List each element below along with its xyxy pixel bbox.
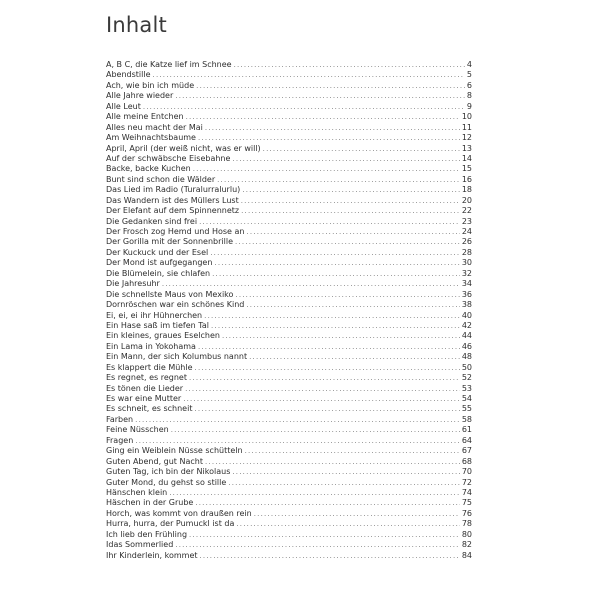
toc-entry-page-number: 15 [461, 164, 472, 174]
toc-entry [106, 248, 472, 258]
dot-leader [246, 300, 459, 310]
dot-leader [198, 133, 460, 143]
dot-leader [212, 269, 460, 279]
dot-leader [235, 237, 460, 247]
toc-entry-title: Der Mond ist aufgegangen [106, 258, 213, 268]
dot-leader [153, 70, 465, 80]
toc-entry-page-number: 9 [466, 101, 472, 111]
toc-entry [106, 237, 472, 247]
dot-leader [183, 394, 460, 404]
toc-entry [106, 269, 472, 279]
toc-entry-page-number: 42 [461, 320, 472, 330]
toc-entry [106, 81, 472, 91]
dot-leader [241, 206, 460, 216]
toc-entry-page-number: 32 [461, 268, 472, 278]
toc-entry [106, 154, 472, 164]
toc-entry [106, 206, 472, 216]
toc-entry-title: Ein Lama in Yokohama [106, 341, 196, 351]
toc-entry-title: Guten Abend, gut Nacht [106, 456, 203, 466]
toc-entry [106, 519, 472, 529]
toc-entry-page-number: 23 [461, 216, 472, 226]
toc-entry-title: Die Gedanken sind frei [106, 216, 198, 226]
toc-entry-title: Die Blümelein, sie chlafen [106, 268, 211, 278]
toc-entry-title: Dornröschen war ein schönes Kind [106, 300, 245, 310]
dot-leader [214, 258, 459, 268]
dot-leader [193, 164, 460, 174]
toc-entry-title: Backe, backe Kuchen [106, 164, 191, 174]
toc-entry-title: Ihr Kinderlein, kommet [106, 550, 198, 560]
dot-leader [135, 415, 460, 425]
toc-entry-page-number: 40 [461, 310, 472, 320]
toc-entry [106, 311, 472, 321]
toc-entry-page-number: 22 [461, 206, 472, 216]
toc-entry [106, 530, 472, 540]
toc-entry-title: Ein Mann, der sich Kolumbus nannt [106, 352, 248, 362]
toc-entry [106, 331, 472, 341]
toc-entry-page-number: 70 [461, 467, 472, 477]
dot-leader [189, 373, 460, 383]
dot-leader [200, 551, 460, 561]
toc-entry-title: Hänschen klein [106, 487, 168, 497]
toc-entry-page-number: 76 [461, 508, 472, 518]
toc-entry [106, 279, 472, 289]
toc-entry-page-number: 82 [461, 540, 472, 550]
toc-entry [106, 258, 472, 268]
dot-leader [242, 185, 460, 195]
toc-entry-page-number: 16 [461, 174, 472, 184]
toc-entry-page-number: 28 [461, 247, 472, 257]
toc-entry [106, 133, 472, 143]
toc-entry-title: Häschen in der Grube [106, 498, 194, 508]
toc-entry-title: Das Lied im Radio (Turalurralurlu) [106, 185, 241, 195]
toc-entry [106, 112, 472, 122]
toc-entry-title: Es regnet, es regnet [106, 373, 187, 383]
toc-entry-page-number: 20 [461, 195, 472, 205]
toc-entry-title: Guten Tag, ich bin der Nikolaus [106, 467, 231, 477]
toc-entry-title: Fragen [106, 435, 134, 445]
toc-entry-page-number: 75 [461, 498, 472, 508]
dot-leader [189, 530, 460, 540]
toc-list [106, 60, 472, 561]
toc-entry [106, 70, 472, 80]
toc-entry-title: Der Frosch zog Hemd und Hose an [106, 227, 245, 236]
toc-entry-page-number: 61 [461, 425, 472, 435]
dot-leader [195, 363, 460, 373]
toc-entry [106, 227, 472, 237]
toc-entry [106, 540, 472, 550]
toc-entry-title: Alles neu macht der Mai [106, 122, 203, 132]
toc-entry-title: Farben [106, 414, 134, 424]
page-title: Inhalt [106, 13, 167, 37]
toc-entry [106, 300, 472, 310]
toc-entry-title: Der Elefant auf dem Spinnennetz [106, 206, 240, 216]
toc-entry-title: Es klappert die Mühle [106, 362, 193, 372]
dot-leader [186, 112, 460, 122]
toc-entry-page-number: 8 [466, 91, 472, 101]
toc-entry [106, 415, 472, 425]
toc-entry-title: Ging ein Weiblein Nüsse schütteln [106, 446, 243, 456]
dot-leader [210, 248, 460, 258]
dot-leader [222, 331, 460, 341]
toc-entry-page-number: 84 [461, 550, 472, 560]
dot-leader [241, 196, 460, 206]
dot-leader [234, 60, 465, 70]
toc-entry [106, 60, 472, 70]
toc-entry [106, 436, 472, 446]
toc-entry-page-number: 64 [461, 435, 472, 445]
dot-leader [199, 217, 460, 227]
toc-entry-title: Idas Sommerlied [106, 540, 174, 550]
toc-entry [106, 175, 472, 185]
toc-entry-page-number: 11 [461, 122, 472, 132]
toc-entry-title: Die schnellste Maus von Mexiko [106, 289, 234, 299]
toc-entry [106, 217, 472, 227]
dot-leader [246, 227, 459, 237]
toc-entry-title: Ein Hase saß im tiefen Tal [106, 320, 209, 330]
dot-leader [195, 498, 459, 508]
toc-entry-title: Die Jahresuhr [106, 279, 160, 289]
toc-entry-page-number: 72 [461, 477, 472, 487]
toc-entry-title: Ach, wie bin ich müde [106, 80, 195, 90]
toc-entry-page-number: 67 [461, 446, 472, 456]
dot-leader [171, 425, 460, 435]
toc-entry [106, 363, 472, 373]
toc-entry-title: Das Wandern ist des Müllers Lust [106, 195, 239, 205]
toc-entry-page-number: 24 [461, 227, 472, 236]
dot-leader [169, 488, 460, 498]
dot-leader [263, 144, 460, 154]
toc-entry [106, 467, 472, 477]
toc-entry [106, 91, 472, 101]
toc-entry [106, 196, 472, 206]
toc-entry-title: Auf der schwäbsche Eisebahne [106, 153, 231, 163]
toc-entry [106, 352, 472, 362]
dot-leader [236, 519, 459, 529]
dot-leader [194, 404, 459, 414]
dot-leader [232, 154, 459, 164]
toc-entry [106, 342, 472, 352]
toc-entry [106, 321, 472, 331]
toc-entry [106, 551, 472, 561]
toc-entry-page-number: 10 [461, 112, 472, 122]
toc-entry-title: Bunt sind schon die Wälder [106, 174, 216, 184]
dot-leader [175, 540, 460, 550]
toc-entry [106, 498, 472, 508]
toc-entry-title: Hurra, hurra, der Pumuckl ist da [106, 519, 235, 529]
dot-leader [205, 457, 460, 467]
toc-entry-page-number: 26 [461, 237, 472, 247]
toc-entry [106, 144, 472, 154]
toc-entry-page-number: 48 [461, 352, 472, 362]
toc-entry-title: Guter Mond, du gehst so stille [106, 477, 227, 487]
toc-entry-page-number: 68 [461, 456, 472, 466]
dot-leader [162, 279, 460, 289]
toc-entry [106, 488, 472, 498]
toc-entry-title: Ich lieb den Frühling [106, 529, 188, 539]
toc-entry-title: Es tönen die Lieder [106, 383, 184, 393]
dot-leader [135, 436, 460, 446]
toc-entry-page-number: 52 [461, 373, 472, 383]
toc-entry-title: A, B C, die Katze lief im Schnee [106, 60, 232, 69]
toc-entry [106, 404, 472, 414]
toc-entry-page-number: 5 [466, 70, 472, 80]
toc-entry-page-number: 46 [461, 341, 472, 351]
toc-entry-page-number: 12 [461, 133, 472, 143]
dot-leader [196, 81, 465, 91]
toc-entry-page-number: 4 [466, 60, 472, 69]
toc-entry-page-number: 18 [461, 185, 472, 195]
toc-entry-page-number: 50 [461, 362, 472, 372]
toc-entry-title: Der Gorilla mit der Sonnenbrille [106, 237, 233, 247]
toc-entry-page-number: 80 [461, 529, 472, 539]
toc-entry-page-number: 53 [461, 383, 472, 393]
toc-entry [106, 425, 472, 435]
toc-entry [106, 478, 472, 488]
toc-entry-page-number: 58 [461, 414, 472, 424]
toc-entry-title: Feine Nüsschen [106, 425, 169, 435]
toc-entry-page-number: 74 [461, 487, 472, 497]
toc-entry-title: Der Kuckuck und der Esel [106, 247, 209, 257]
toc-entry-page-number: 6 [466, 80, 472, 90]
dot-leader [249, 352, 460, 362]
toc-entry-title: Abendstille [106, 70, 151, 80]
toc-entry-page-number: 44 [461, 331, 472, 341]
toc-entry-page-number: 54 [461, 394, 472, 403]
toc-entry [106, 446, 472, 456]
toc-entry-title: Horch, was kommt von draußen rein [106, 508, 252, 518]
dot-leader [175, 91, 465, 101]
toc-entry-title: Ein kleines, graues Eselchen [106, 331, 220, 341]
toc-entry-title: Ei, ei, ei ihr Hühnerchen [106, 310, 203, 320]
dot-leader [211, 321, 460, 331]
toc-entry-title: April, April (der weiß nicht, was er will) [106, 143, 261, 153]
dot-leader [185, 384, 460, 394]
toc-entry-page-number: 34 [461, 279, 472, 289]
toc-entry-page-number: 55 [461, 404, 472, 414]
toc-entry-page-number: 30 [461, 258, 472, 268]
toc-entry [106, 123, 472, 133]
toc-entry-title: Alle Leut [106, 101, 141, 111]
dot-leader [204, 311, 460, 321]
toc-entry-page-number: 36 [461, 289, 472, 299]
toc-entry [106, 457, 472, 467]
toc-entry [106, 102, 472, 112]
dot-leader [232, 467, 459, 477]
toc-entry [106, 384, 472, 394]
dot-leader [254, 509, 460, 519]
toc-entry [106, 185, 472, 195]
toc-entry [106, 509, 472, 519]
toc-entry-title: Alle meine Entchen [106, 112, 184, 122]
toc-entry-title: Am Weihnachtsbaume [106, 133, 196, 143]
toc-entry-title: Alle Jahre wieder [106, 91, 174, 101]
toc-entry-page-number: 13 [461, 143, 472, 153]
dot-leader [235, 290, 459, 300]
dot-leader [217, 175, 460, 185]
toc-entry-title: Es war eine Mutter [106, 394, 182, 403]
toc-entry-title: Es schneit, es schneit [106, 404, 193, 414]
toc-entry-page-number: 38 [461, 300, 472, 310]
dot-leader [205, 123, 460, 133]
toc-entry [106, 290, 472, 300]
dot-leader [198, 342, 460, 352]
dot-leader [245, 446, 460, 456]
toc-entry [106, 373, 472, 383]
toc-entry [106, 164, 472, 174]
toc-entry-page-number: 78 [461, 519, 472, 529]
dot-leader [143, 102, 465, 112]
toc-entry [106, 394, 472, 404]
dot-leader [228, 478, 460, 488]
toc-entry-page-number: 14 [461, 153, 472, 163]
